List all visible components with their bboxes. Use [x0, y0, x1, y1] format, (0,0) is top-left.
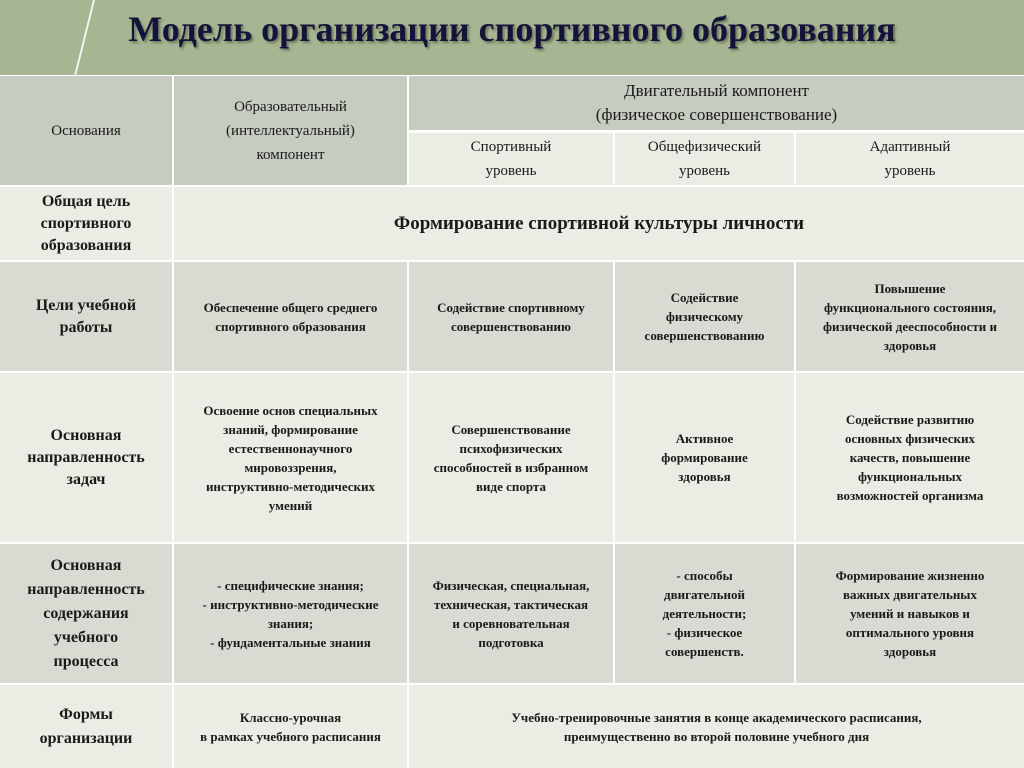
header-adaptive-level: Адаптивный уровень — [796, 133, 1024, 185]
header-educational-component: Образовательный (интеллектуальный) компонент — [174, 76, 407, 185]
row-tasks-educational: Освоение основ специальных знаний, формирование естественнонаучного мировоззрения, инструктивно-методических умений — [174, 373, 407, 542]
row-tasks-label: Основная направленность задач — [0, 373, 172, 542]
row-forms-motor: Учебно-тренировочные занятия в конце академического расписания, преимущественно во второй половине учебного дня — [409, 685, 1024, 768]
row-goal-value: Формирование спортивной культуры личности — [174, 187, 1024, 260]
row-tasks-sport: Совершенствование психофизических способностей в избранном виде спорта — [409, 373, 613, 542]
row-content-adaptive: Формирование жизненно важных двигательных умений и навыков и оптимального уровня здоровья — [796, 544, 1024, 683]
row-goal-label: Общая цель спортивного образования — [0, 187, 172, 260]
row-aims-adaptive: Повышение функционального состояния, физической дееспособности и здоровья — [796, 262, 1024, 371]
header-sport-level: Спортивный уровень — [409, 133, 613, 185]
row-forms-educational: Классно-урочная в рамках учебного расписания — [174, 685, 407, 768]
row-aims-label: Цели учебной работы — [0, 262, 172, 371]
row-aims-general: Содействие физическому совершенствованию — [615, 262, 794, 371]
row-content-label: Основная направленность содержания учебного процесса — [0, 544, 172, 683]
row-aims-sport: Содействие спортивному совершенствованию — [409, 262, 613, 371]
row-forms-label: Формы организации — [0, 685, 172, 768]
row-content-sport: Физическая, специальная, техническая, тактическая и соревновательная подготовка — [409, 544, 613, 683]
page-title: Модель организации спортивного образования — [128, 9, 896, 49]
header-general-level: Общефизический уровень — [615, 133, 794, 185]
row-content-educational: - специфические знания; - инструктивно-методические знания; - фундаментальные знания — [174, 544, 407, 683]
header-osnovaniya: Основания — [0, 76, 172, 185]
row-tasks-adaptive: Содействие развитию основных физических качеств, повышение функциональных возможностей организма — [796, 373, 1024, 542]
row-content-general: - способы двигательной деятельности; - физическое совершенств. — [615, 544, 794, 683]
header-motor-component: Двигательный компонент (физическое совершенствование) — [409, 76, 1024, 130]
row-tasks-general: Активное формирование здоровья — [615, 373, 794, 542]
row-aims-educational: Обеспечение общего среднего спортивного образования — [174, 262, 407, 371]
